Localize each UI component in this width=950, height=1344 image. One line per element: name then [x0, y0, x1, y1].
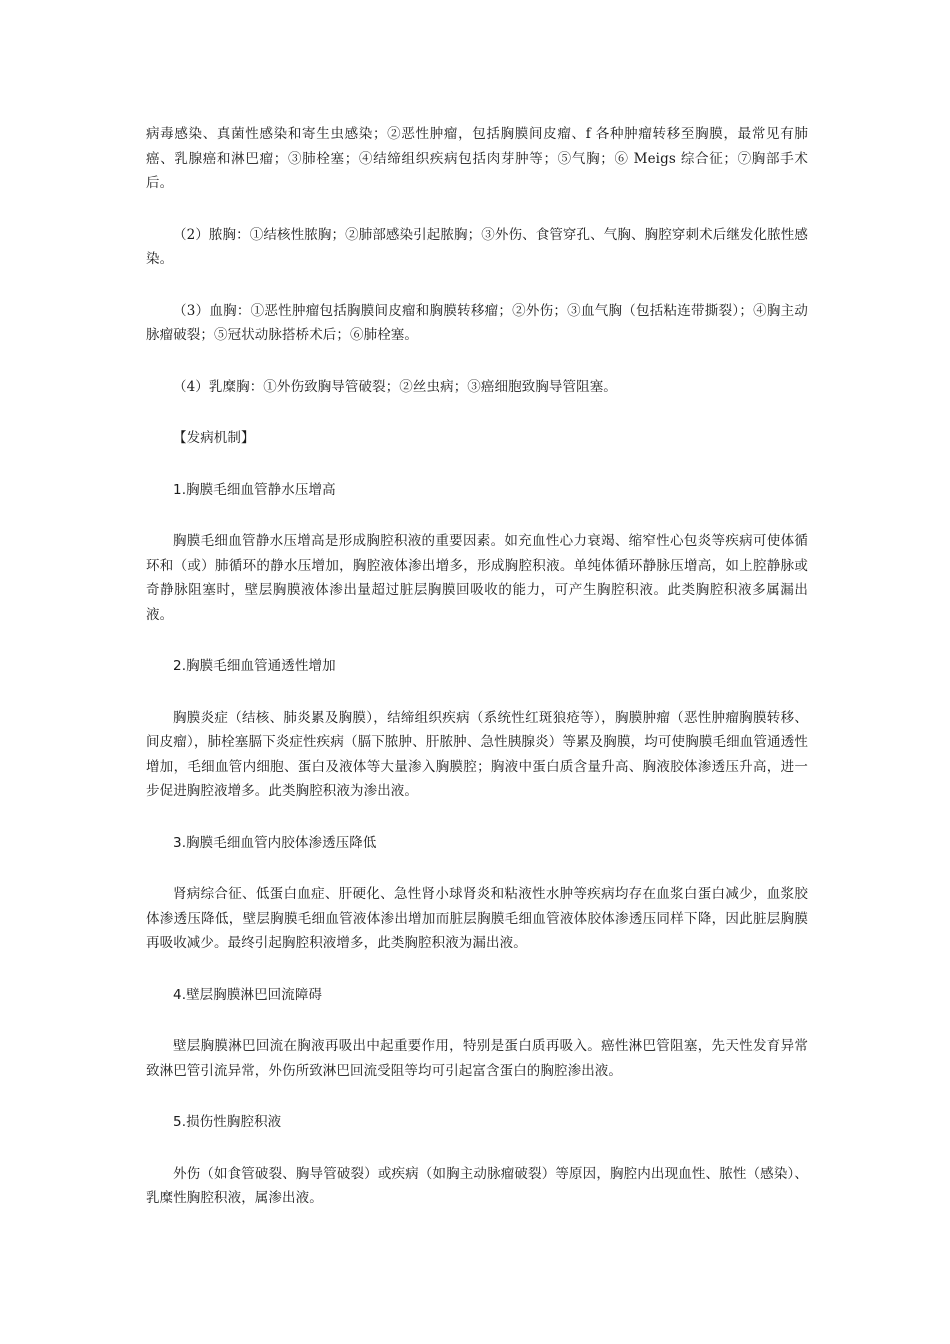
paragraph-empyema: （2）脓胸：①结核性脓胸；②肺部感染引起脓胸；③外伤、食管穿孔、气胸、胸腔穿刺术后继发化脓性感染。 [146, 226, 808, 267]
paragraph-hemothorax: （3）血胸：①恶性肿瘤包括胸膜间皮瘤和胸膜转移瘤；②外伤；③血气胸（包括粘连带撕裂）；④胸主动脉瘤破裂；⑤冠状动脉搭桥术后；⑥肺栓塞。 [146, 302, 808, 343]
paragraph-1: 胸膜毛细血管静水压增高是形成胸腔积液的重要因素。如充血性心力衰竭、缩窄性心包炎等疾病可使体循环和（或）肺循环的静水压增加，胸腔液体渗出增多，形成胸腔积液。单纯体循环静脉压增高，如上腔静脉或奇静脉阻塞时，壁层胸膜液体渗出量超过脏层胸膜回吸收的能力，可产生胸腔积液。此类胸腔积液多属漏出液。 [146, 533, 808, 623]
subheading-5: 5.损伤性胸腔积液 [173, 1114, 282, 1130]
subheading-1: 1.胸膜毛细血管静水压增高 [173, 481, 336, 498]
subheading-4: 4.壁层胸膜淋巴回流障碍 [173, 986, 323, 1003]
document-page [146, 122, 808, 1211]
subheading-2: 2.胸膜毛细血管通透性增加 [173, 658, 336, 674]
paragraph-5: 外伤（如食管破裂、胸导管破裂）或疾病（如胸主动脉瘤破裂）等原因，胸腔内出现血性、脓性（感染）、乳糜性胸腔积液，属渗出液。 [146, 1165, 808, 1206]
section-heading-pathogenesis: 【发病机制】 [173, 430, 255, 446]
paragraph-4: 壁层胸膜淋巴回流在胸液再吸出中起重要作用，特别是蛋白质再吸入。癌性淋巴管阻塞，先天性发育异常致淋巴管引流异常，外伤所致淋巴回流受阻等均可引起富含蛋白的胸腔渗出液。 [146, 1038, 808, 1079]
paragraph-3: 肾病综合征、低蛋白血症、肝硬化、急性肾小球肾炎和粘液性水肿等疾病均存在血浆白蛋白减少，血浆胶体渗透压降低，壁层胸膜毛细血管液体渗出增加而脏层胸膜毛细血管液体胶体渗透压同样下降，因此脏层胸膜再吸收减少。最终引起胸腔积液增多，此类胸腔积液为漏出液。 [146, 886, 808, 951]
paragraph-continuation: 病毒感染、真菌性感染和寄生虫感染；②恶性肿瘤，包括胸膜间皮瘤、f 各种肿瘤转移至胸膜，最常见有肺癌、乳腺癌和淋巴瘤；③肺栓塞；④结缔组织疾病包括肉芽肿等；⑤气胸；⑥ Meigs 综合征；⑦胸部手术后。 [146, 126, 808, 191]
paragraph-chylothorax: （4）乳糜胸：①外伤致胸导管破裂；②丝虫病；③癌细胞致胸导管阻塞。 [173, 378, 617, 395]
paragraph-2: 胸膜炎症（结核、肺炎累及胸膜），结缔组织疾病（系统性红斑狼疮等），胸膜肿瘤（恶性肿瘤胸膜转移、间皮瘤），肺栓塞膈下炎症性疾病（膈下脓肿、肝脓肿、急性胰腺炎）等累及胸膜，均可使胸膜毛细血管通透性增加，毛细血管内细胞、蛋白及液体等大量渗入胸膜腔；胸液中蛋白质含量升高、胸液胶体渗透压升高，进一步促进胸腔液增多。此类胸腔积液为渗出液。 [146, 709, 808, 799]
subheading-3: 3.胸膜毛细血管内胶体渗透压降低 [173, 834, 377, 851]
